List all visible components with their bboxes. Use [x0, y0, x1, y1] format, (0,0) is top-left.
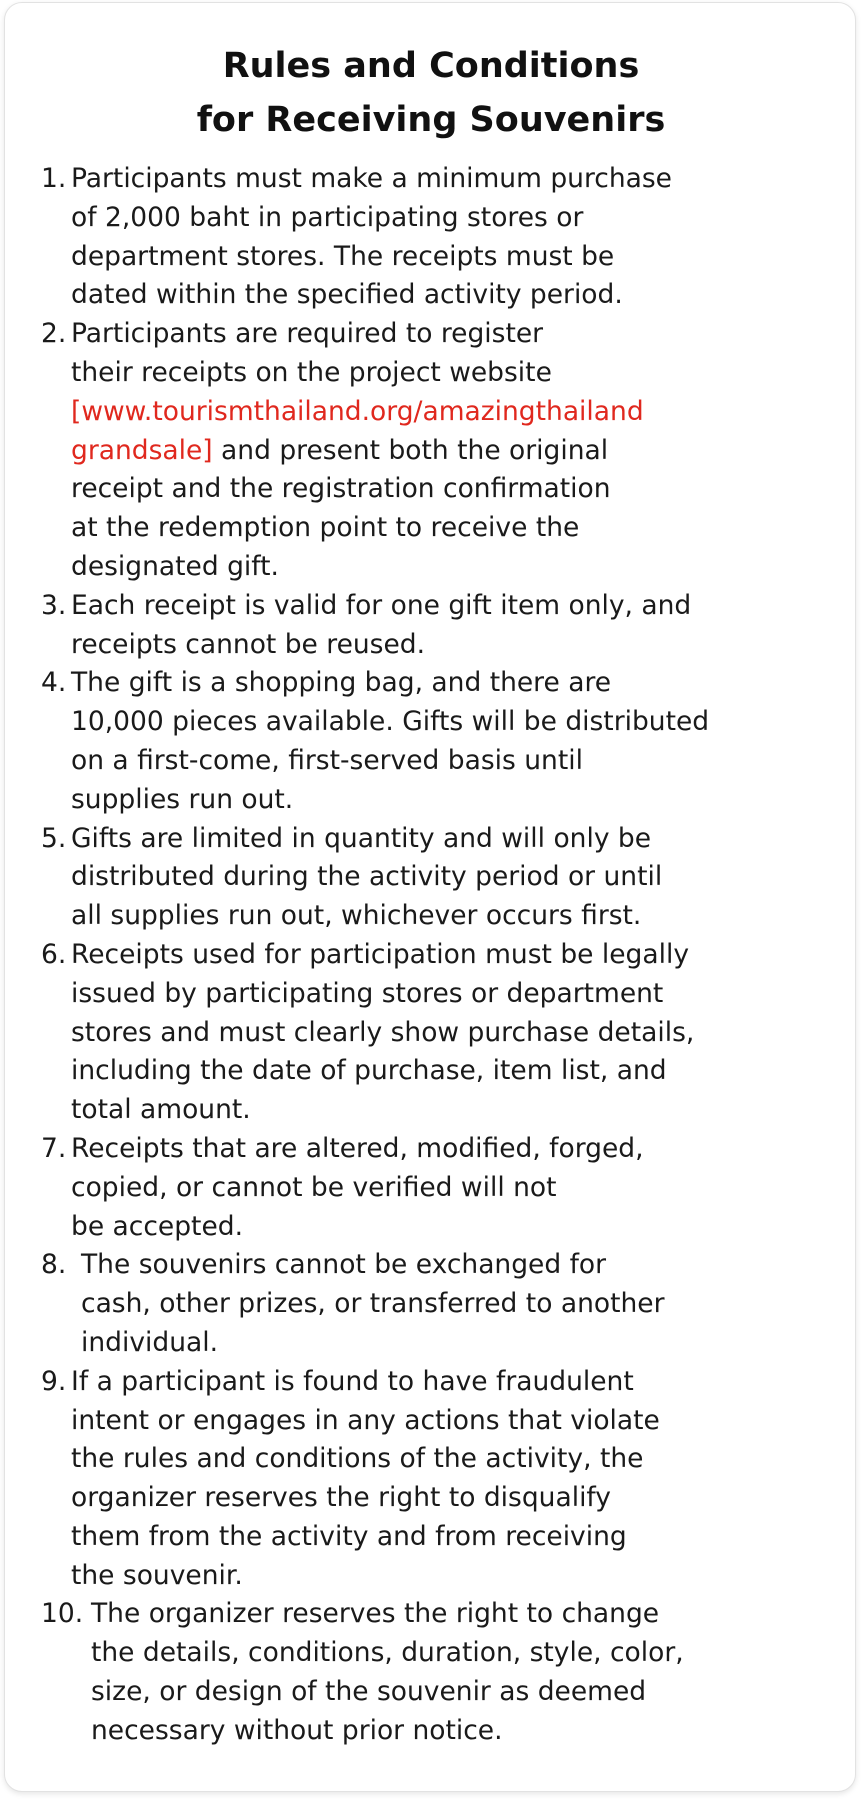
rule-text-line: on a first-come, first-served basis until: [71, 744, 583, 776]
rule-text-line: Participants must make a minimum purchase: [71, 163, 672, 194]
rule-text-line: cash, other prizes, or transferred to another: [81, 1288, 665, 1320]
rule-item-7: [41, 1130, 841, 1246]
rules-list: [41, 160, 841, 1751]
rule-item-5: [41, 820, 841, 936]
rule-number: 1.: [41, 163, 67, 194]
rule-text-line: supplies run out.: [71, 783, 294, 815]
rule-text-line: department stores. The receipts must be: [71, 240, 615, 272]
rules-card: [4, 2, 856, 1792]
rule-item-1: [41, 160, 841, 315]
rule-text-line: of 2,000 baht in participating stores or: [71, 201, 584, 233]
rule-text-line: the souvenir.: [71, 1559, 243, 1591]
rule-text-line: total amount.: [71, 1094, 251, 1126]
rule-text-line: If a participant is found to have fraudulent: [71, 1365, 634, 1397]
rule-text-line: Participants are required to register: [71, 318, 544, 350]
rule-text-line: including the date of purchase, item list, and: [71, 1055, 667, 1087]
rule-text-line: them from the activity and from receiving: [71, 1520, 627, 1552]
rule-text-line: Receipts used for participation must be legally: [71, 938, 690, 970]
rule-text-line: size, or design of the souvenir as deemed: [91, 1676, 647, 1708]
rule-text-line: at the redemption point to receive the: [71, 512, 580, 544]
rule-text-line: designated gift.: [71, 550, 279, 582]
rule-item-8: [41, 1246, 841, 1362]
rule-text-line: their receipts on the project website: [71, 356, 552, 388]
rule-text-line: dated within the specified activity period.: [71, 279, 623, 311]
title-line-2: for Receiving Souvenirs: [196, 100, 666, 140]
rule-number: 4.: [41, 667, 67, 699]
rule-text-line: The organizer reserves the right to change: [91, 1598, 660, 1630]
rule-number: 3.: [41, 589, 67, 621]
website-link[interactable]: [www.tourismthailand.org/amazingthailand: [71, 395, 644, 427]
rule-text-line: the rules and conditions of the activity, the: [71, 1443, 644, 1475]
rule-item-2: [41, 315, 841, 587]
rule-text-line: individual.: [81, 1326, 219, 1358]
rule-item-4: [41, 664, 841, 819]
rule-number: 7.: [41, 1132, 67, 1164]
rule-text-segment: and present both the original: [212, 434, 609, 466]
rule-number: 8.: [41, 1249, 67, 1281]
rule-text-line: receipt and the registration confirmation: [71, 473, 611, 505]
rule-number: 5.: [41, 822, 67, 854]
rule-item-10: [41, 1595, 841, 1750]
rule-text-line: receipts cannot be reused.: [71, 628, 426, 660]
rule-text-line: all supplies run out, whichever occurs first.: [71, 900, 642, 932]
rule-text-line: necessary without prior notice.: [91, 1714, 503, 1746]
rule-text-line: 10,000 pieces available. Gifts will be distributed: [71, 706, 710, 738]
rule-text-line: the details, conditions, duration, style, color,: [91, 1637, 684, 1669]
rule-item-3: [41, 587, 841, 665]
rule-text-line: stores and must clearly show purchase details,: [71, 1016, 695, 1048]
rule-item-9: [41, 1363, 841, 1596]
rule-text-line: distributed during the activity period or until: [71, 861, 663, 893]
rule-text-line: copied, or cannot be verified will not: [71, 1171, 557, 1203]
rule-text-line: be accepted.: [71, 1210, 243, 1242]
rule-text-line: The souvenirs cannot be exchanged for: [81, 1249, 607, 1281]
rule-text-line: intent or engages in any actions that violate: [71, 1404, 660, 1436]
rule-number: 6.: [41, 938, 67, 970]
rule-text-line: Receipts that are altered, modified, forged,: [71, 1132, 644, 1164]
title-line-1: Rules and Conditions: [222, 46, 640, 86]
rule-text-line: Gifts are limited in quantity and will only be: [71, 822, 652, 854]
rule-number: 10.: [41, 1598, 84, 1630]
page-title: [5, 39, 857, 147]
website-link-continued[interactable]: grandsale]: [71, 434, 213, 466]
rule-number: 9.: [41, 1365, 67, 1397]
rule-item-6: [41, 936, 841, 1130]
rule-text-line: The gift is a shopping bag, and there are: [71, 667, 612, 699]
rule-text-line: Each receipt is valid for one gift item only, and: [71, 589, 692, 621]
rule-number: 2.: [41, 318, 67, 350]
rule-text-line: issued by participating stores or department: [71, 977, 664, 1009]
rule-text-line: organizer reserves the right to disqualify: [71, 1482, 611, 1514]
